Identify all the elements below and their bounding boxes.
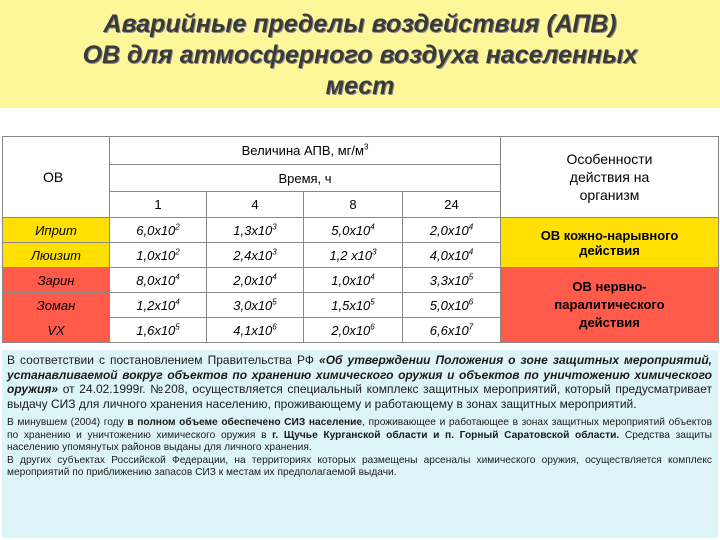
value-cell: $2,4x10^3$ xyxy=(207,243,304,268)
title-banner xyxy=(0,0,720,108)
agent-name: Иприт xyxy=(3,218,110,243)
apv-table xyxy=(2,136,719,343)
value-cell: $5,0x10^6$ xyxy=(403,293,501,318)
value-cell: 1,2 $x10^3$ xyxy=(304,243,403,268)
value-cell: $2,0x10^4$ xyxy=(403,218,501,243)
info-paragraph-3: В других субъектах Российской Федерации, на территориях которых размещены арсеналы химического оружия, осуществляется комплекс мероприятий по приближению запасов СИЗ к местам их предполагаемой выдачи. xyxy=(7,454,712,478)
info-paragraph-2: В минувшем (2004) году в полном объеме обеспечено СИЗ население, проживающее и работающее в зонах защитных мероприятий объектов по хранению и уничтожению химического оружия в г. Щучье Курганской области и п. Горный Саратовской области. Средства защиты населению упомянутых районов выданы для личного хранения. xyxy=(7,417,713,454)
hour-24: 24 xyxy=(403,192,501,218)
title-line-2: ОВ для атмосферного воздуха населенных xyxy=(82,41,638,69)
value-cell: $8,0x10^4$ xyxy=(110,268,207,293)
hour-4: 4 xyxy=(207,192,304,218)
hour-1: 1 xyxy=(110,192,207,218)
value-cell: $3,3x10^5$ xyxy=(403,268,501,293)
effect-blister: ОВ кожно-нарывного действия xyxy=(501,218,719,268)
value-cell: $1,0x10^2$ xyxy=(110,243,207,268)
table-row xyxy=(3,218,719,243)
hour-8: 8 xyxy=(304,192,403,218)
agent-name: VX xyxy=(3,318,110,343)
table-row xyxy=(3,268,719,293)
info-box xyxy=(2,350,718,538)
value-cell: $5,0x10^4$ xyxy=(304,218,403,243)
value-cell: $6,0x10^2$ xyxy=(110,218,207,243)
value-cell: $4,0x10^4$ xyxy=(403,243,501,268)
agent-name: Зоман xyxy=(3,293,110,318)
value-cell: $1,6x10^5$ xyxy=(110,318,207,343)
header-time: Время, ч xyxy=(110,165,501,192)
value-cell: $6,6x10^7$ xyxy=(403,318,501,343)
value-cell: $1,5x10^5$ xyxy=(304,293,403,318)
agent-name: Зарин xyxy=(3,268,110,293)
value-cell: $2,0x10^4$ xyxy=(207,268,304,293)
value-cell: $4,1x10^6$ xyxy=(207,318,304,343)
header-value: Величина АПВ, $мг/м^3$ xyxy=(110,137,501,165)
header-agent: ОВ xyxy=(3,137,110,218)
value-cell: $1,2x10^4$ xyxy=(110,293,207,318)
info-paragraph-1: В соответствии с постановлением Правительства РФ «Об утверждении Положения о зоне защитных мероприятий, устанавливаемой вокруг объектов по хранению химического оружия и объектов по уничтожению химического оружия» от 24.02.1999г. №208, осуществляется специальный комплекс защитных мероприятий, который предусматривает выдачу СИЗ для личного хранения населению, проживающему и работающему в зонах защитных мероприятий. xyxy=(7,353,712,411)
title-line-1: Аварийные пределы воздействия (АПВ) xyxy=(103,10,617,38)
value-cell: $1,3x10^3$ xyxy=(207,218,304,243)
effect-nerve: ОВ нервно-паралитического действия xyxy=(501,268,719,343)
title-line-3: мест xyxy=(325,72,395,100)
agent-name: Люизит xyxy=(3,243,110,268)
header-effect: Особенности действия на организм xyxy=(501,137,719,218)
value-cell: $1,0x10^4$ xyxy=(304,268,403,293)
value-cell: $2,0x10^6$ xyxy=(304,318,403,343)
value-cell: $3,0x10^5$ xyxy=(207,293,304,318)
